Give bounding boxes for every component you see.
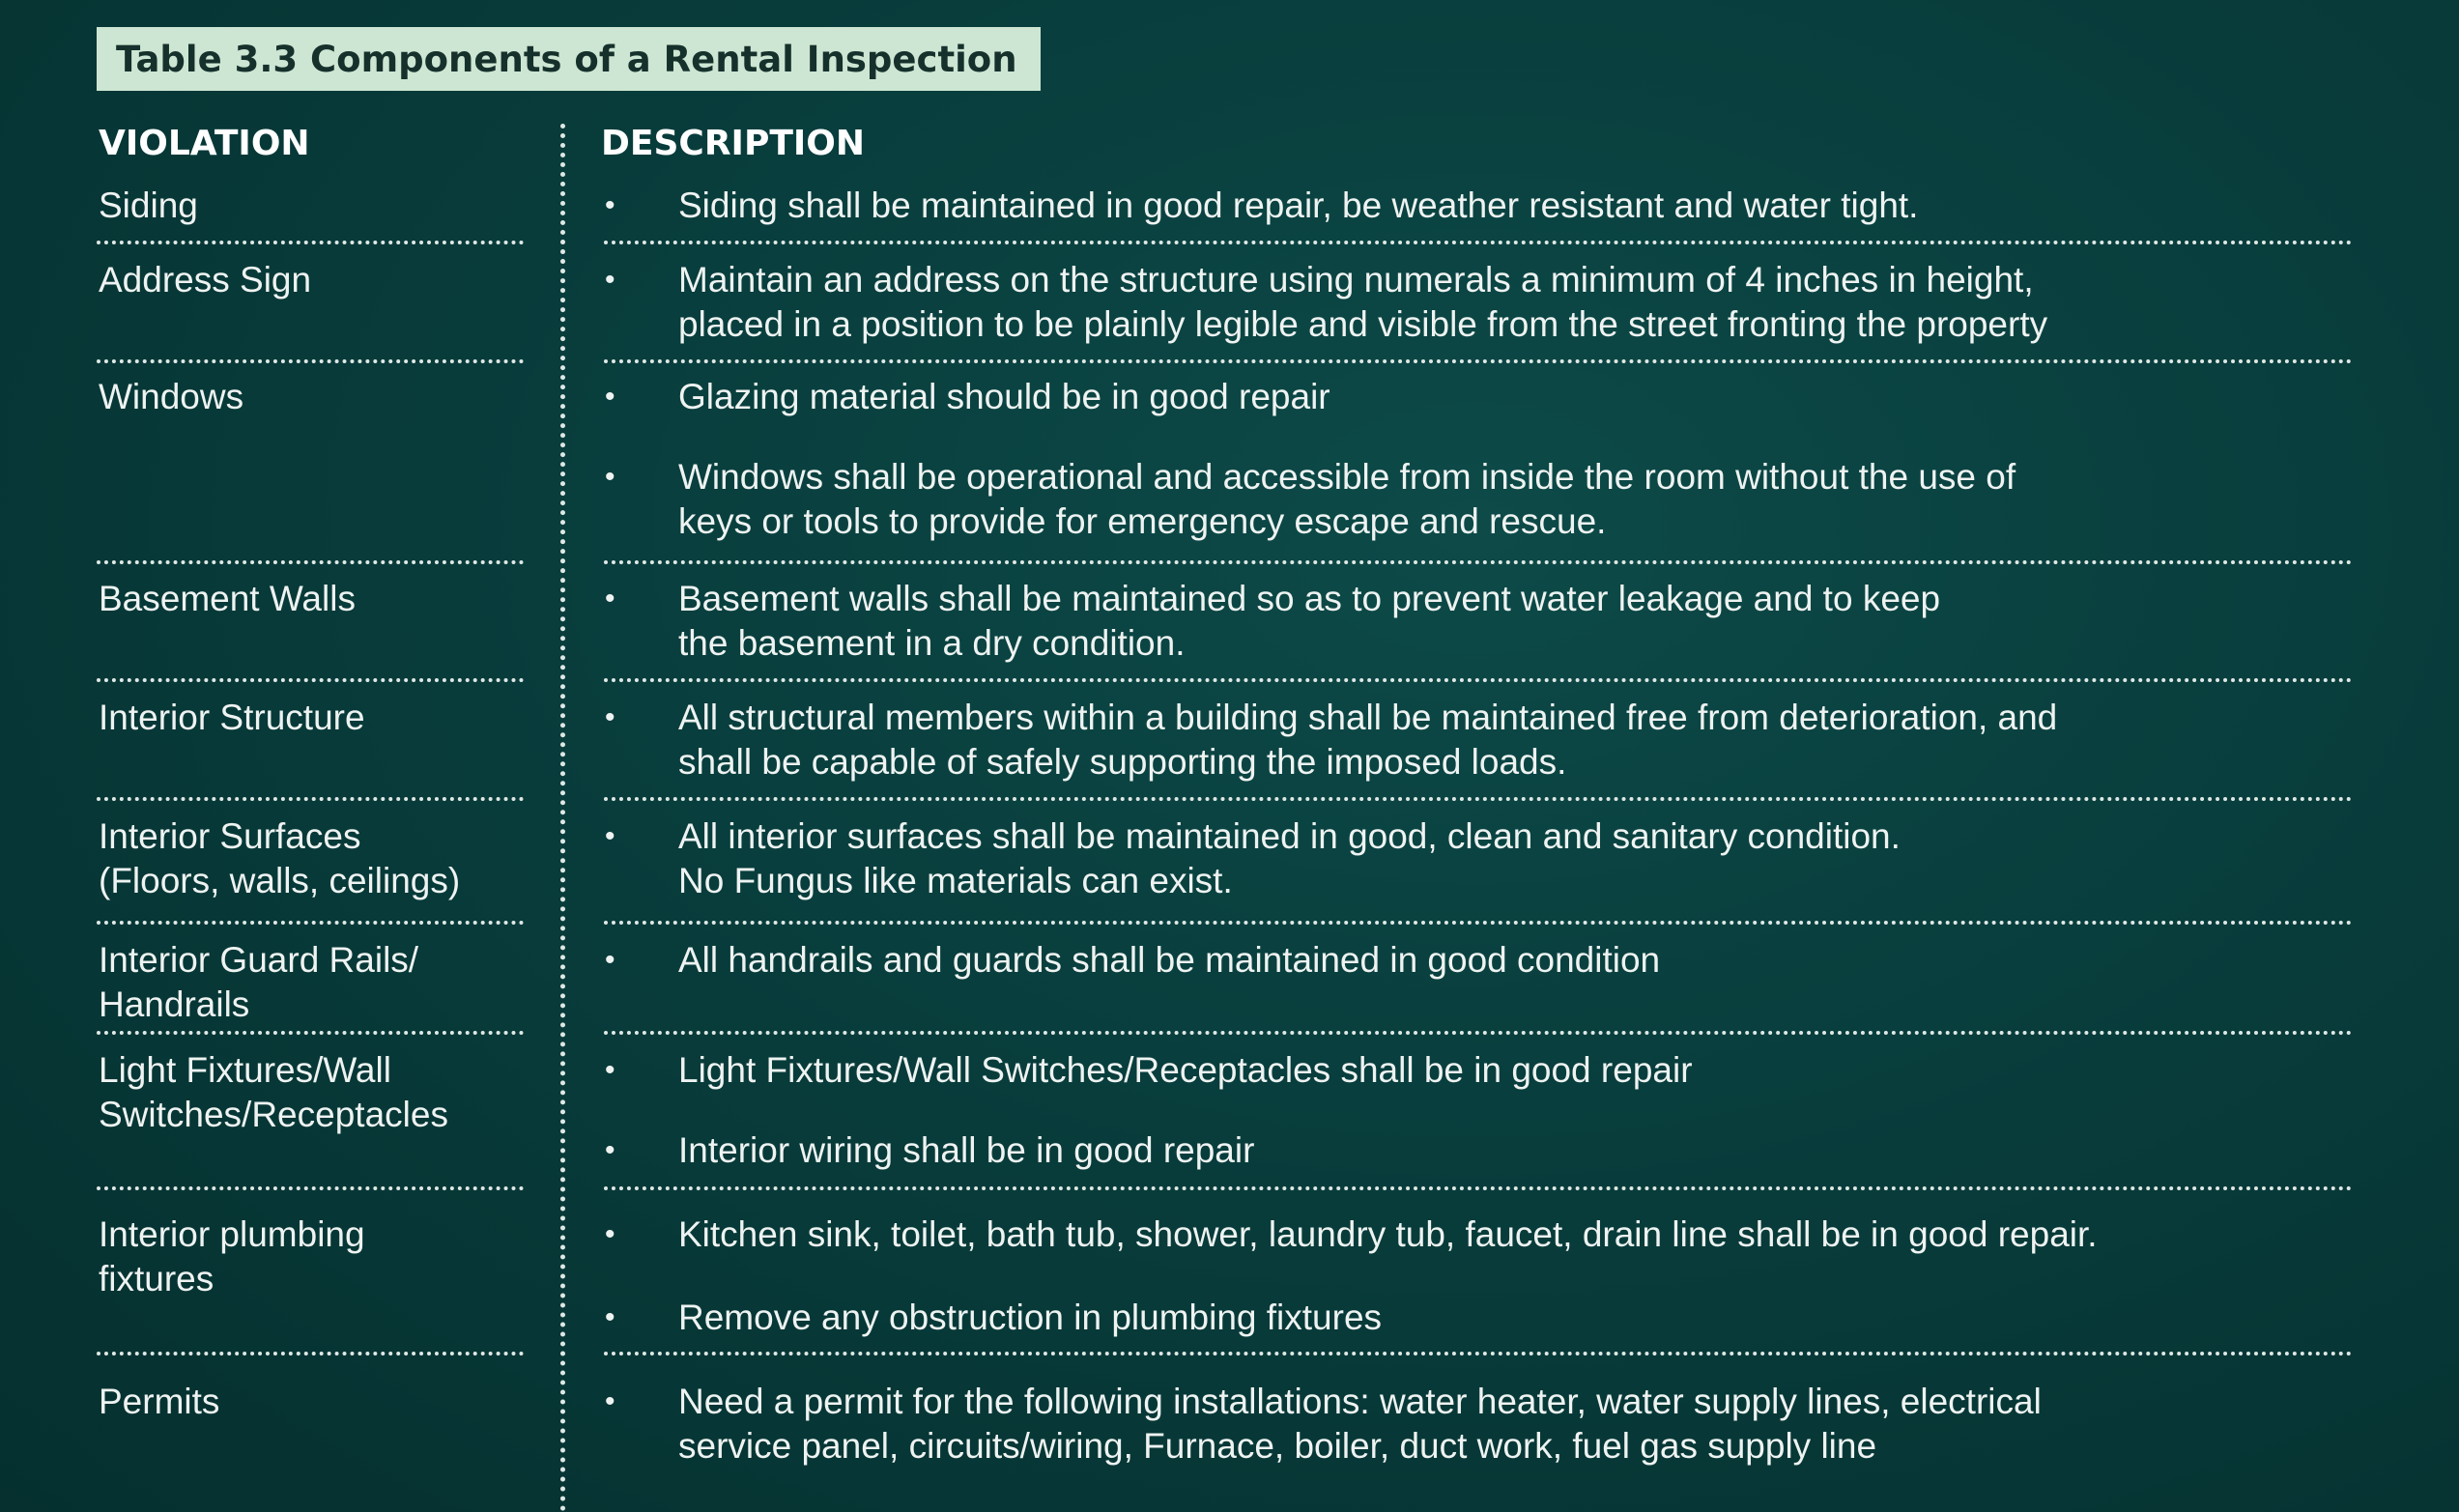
bullet-icon: • bbox=[605, 1218, 615, 1250]
table-title-box bbox=[97, 27, 1041, 91]
row-divider bbox=[604, 1352, 2353, 1355]
violation-label: Address Sign bbox=[99, 260, 312, 300]
violation-label: Interior Structure bbox=[99, 698, 365, 737]
description-text: shall be capable of safely supporting the imposed loads. bbox=[678, 742, 1567, 782]
description-text: placed in a position to be plainly legible and visible from the street fronting the property bbox=[678, 304, 2048, 344]
description-text: Light Fixtures/Wall Switches/Receptacles shall be in good repair bbox=[678, 1050, 1693, 1090]
violation-label: fixtures bbox=[99, 1259, 214, 1298]
description-text: Remove any obstruction in plumbing fixtures bbox=[678, 1298, 1383, 1337]
description-text: the basement in a dry condition. bbox=[678, 623, 1186, 663]
row-divider bbox=[97, 921, 524, 925]
row-divider bbox=[97, 359, 524, 363]
description-text: Interior wiring shall be in good repair bbox=[678, 1130, 1255, 1170]
description-text: Glazing material should be in good repair bbox=[678, 377, 1330, 416]
violation-label: Permits bbox=[99, 1382, 220, 1421]
row-divider bbox=[604, 678, 2353, 682]
violation-label: Siding bbox=[99, 185, 198, 225]
row-divider bbox=[97, 1352, 524, 1355]
violation-label: Interior Guard Rails/ bbox=[99, 940, 419, 980]
row-divider bbox=[604, 241, 2353, 244]
row-divider bbox=[97, 797, 524, 801]
violation-label: Basement Walls bbox=[99, 579, 356, 618]
violation-label: Light Fixtures/Wall bbox=[99, 1050, 391, 1090]
description-text: service panel, circuits/wiring, Furnace, boiler, duct work, fuel gas supply line bbox=[678, 1426, 1877, 1466]
row-divider bbox=[97, 1031, 524, 1035]
violation-label: Interior plumbing bbox=[99, 1214, 365, 1254]
violation-label: Switches/Receptacles bbox=[99, 1095, 448, 1134]
table-title: Table 3.3 Components of a Rental Inspection bbox=[116, 38, 1017, 80]
description-text: Maintain an address on the structure using numerals a minimum of 4 inches in height, bbox=[678, 260, 2034, 300]
column-divider bbox=[560, 124, 565, 1512]
description-text: No Fungus like materials can exist. bbox=[678, 861, 1233, 900]
violation-label: Windows bbox=[99, 377, 244, 416]
description-text: Basement walls shall be maintained so as to prevent water leakage and to keep bbox=[678, 579, 1941, 618]
row-divider bbox=[604, 560, 2353, 564]
row-divider bbox=[604, 797, 2353, 801]
violation-column-header: VIOLATION bbox=[99, 124, 310, 163]
bullet-icon: • bbox=[605, 264, 615, 296]
row-divider bbox=[604, 1186, 2353, 1190]
bullet-icon: • bbox=[605, 189, 615, 221]
description-text: Siding shall be maintained in good repair, be weather resistant and water tight. bbox=[678, 185, 1919, 225]
description-text: All interior surfaces shall be maintained in good, clean and sanitary condition. bbox=[678, 816, 1901, 856]
bullet-icon: • bbox=[605, 461, 615, 493]
row-divider bbox=[97, 1186, 524, 1190]
row-divider bbox=[97, 678, 524, 682]
bullet-icon: • bbox=[605, 1054, 615, 1086]
violation-label: (Floors, walls, ceilings) bbox=[99, 861, 461, 900]
row-divider bbox=[604, 921, 2353, 925]
row-divider bbox=[604, 359, 2353, 363]
description-text: All handrails and guards shall be maintained in good condition bbox=[678, 940, 1661, 980]
row-divider bbox=[97, 241, 524, 244]
bullet-icon: • bbox=[605, 820, 615, 852]
violation-label: Handrails bbox=[99, 984, 250, 1024]
violation-label: Interior Surfaces bbox=[99, 816, 361, 856]
bullet-icon: • bbox=[605, 583, 615, 614]
bullet-icon: • bbox=[605, 944, 615, 976]
row-divider bbox=[97, 560, 524, 564]
description-column-header: DESCRIPTION bbox=[601, 124, 866, 163]
bullet-icon: • bbox=[605, 701, 615, 733]
description-text: All structural members within a building shall be maintained free from deterioration, and bbox=[678, 698, 2058, 737]
description-text: Need a permit for the following installations: water heater, water supply lines, electrical bbox=[678, 1382, 2042, 1421]
row-divider bbox=[604, 1031, 2353, 1035]
description-text: Kitchen sink, toilet, bath tub, shower, laundry tub, faucet, drain line shall be in good repair. bbox=[678, 1214, 2098, 1254]
description-text: keys or tools to provide for emergency escape and rescue. bbox=[678, 501, 1607, 541]
bullet-icon: • bbox=[605, 381, 615, 413]
bullet-icon: • bbox=[605, 1385, 615, 1417]
description-text: Windows shall be operational and accessible from inside the room without the use of bbox=[678, 457, 2016, 497]
bullet-icon: • bbox=[605, 1134, 615, 1166]
bullet-icon: • bbox=[605, 1301, 615, 1333]
